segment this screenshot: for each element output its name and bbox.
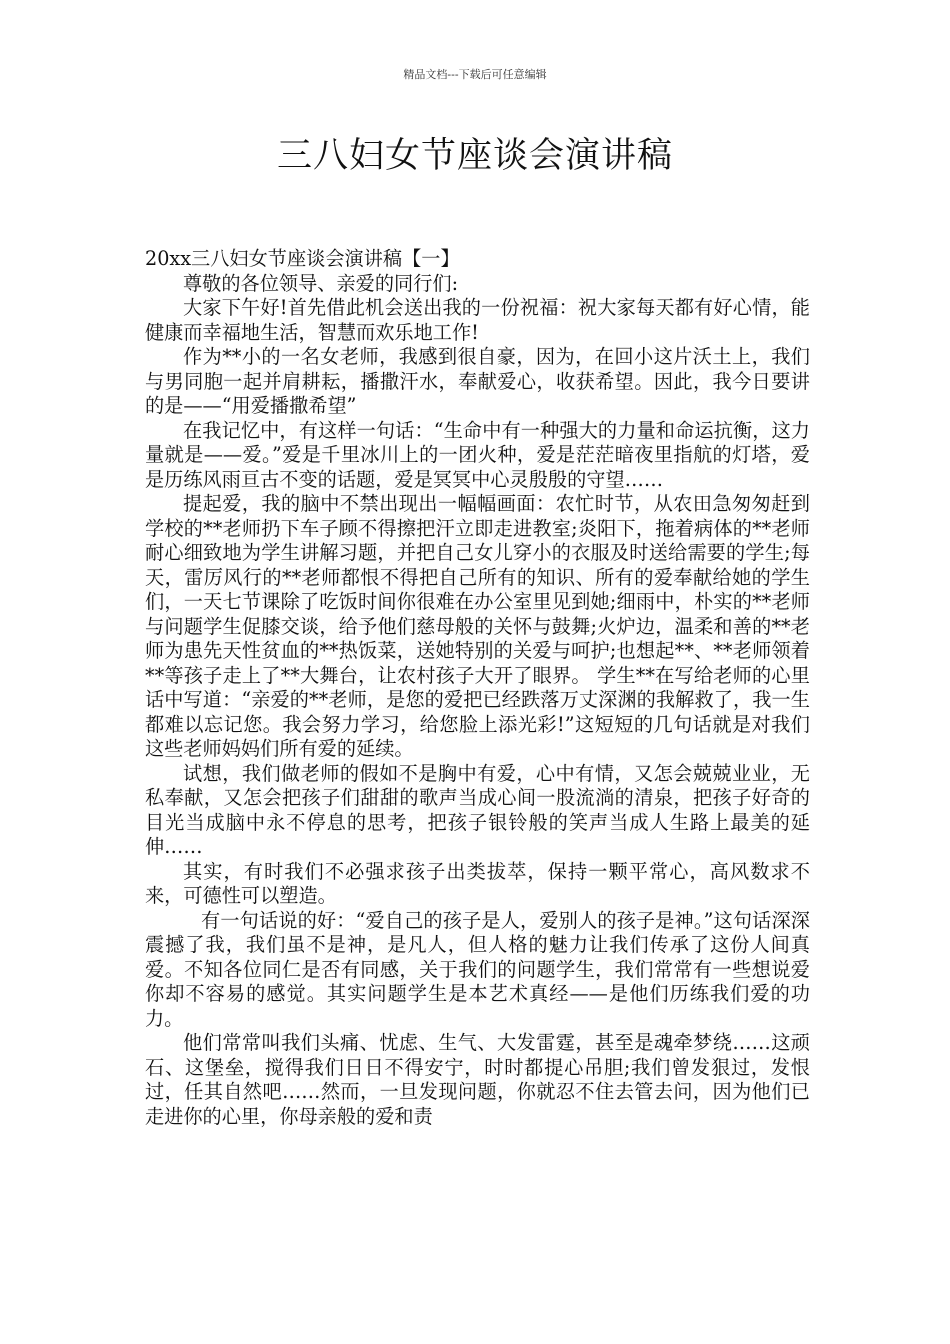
paragraph-headache: 他们常常叫我们头痛、忧虑、生气、大发雷霆，甚至是魂牵梦绕……这顽石、这堡垒，搅得我们日日不得安宁，时时都提心吊胆;我们曾发狠过，发恨过，任其自然吧……然而，一旦发现问题，你就忍不住去管去问，因为他们已走进你的心里，你母亲般的爱和责 <box>145 1031 810 1128</box>
paragraph-scenes: 提起爱，我的脑中不禁出现出一幅幅画面：农忙时节，从农田急匆匆赶到学校的**老师扔下车子顾不得擦把汗立即走进教室;炎阳下，拖着病体的**老师耐心细致地为学生讲解习题，并把自己女儿穿小的衣服及时送给需要的学生;每天，雷厉风行的**老师都恨不得把自己所有的知识、所有的爱奉献给她的学生们，一天七节课除了吃饭时间你很难在办公室里见到她;细雨中，朴实的**老师与问题学生促膝交谈，给予他们慈母般的关怀与鼓舞;火炉边，温柔和善的**老师为患先天性贫血的**热饭菜，送她特别的关爱与呵护;也想起**、**老师领着**等孩子走上了**大舞台，让农村孩子大开了眼界。 学生**在写给老师的心里话中写道：“亲爱的**老师，是您的爱把已经跌落万丈深渊的我解救了，我一生都难以忘记您。我会努力学习，给您脸上添光彩!”这短短的几句话就是对我们这些老师妈妈们所有爱的延续。 <box>145 492 810 760</box>
paragraph-salutation: 尊敬的各位领导、亲爱的同行们: <box>183 271 459 295</box>
paragraph-memory: 在我记忆中，有这样一句话：“生命中有一种强大的力量和命运抗衡，这力量就是——爱。”爱是千里冰川上的一团火种，爱是茫茫暗夜里指航的灯塔，爱是历练风雨亘古不变的话题，爱是冥冥中心灵殷殷的守望…… <box>145 418 810 491</box>
paragraph-imagine: 试想，我们做老师的假如不是胸中有爱，心中有情，又怎会兢兢业业，无私奉献，又怎会把孩子们甜甜的歌声当成心间一股流淌的清泉，把孩子好奇的目光当成脑中永不停息的思考，把孩子银铃般的笑声当成人生路上最美的延伸…… <box>145 761 810 858</box>
section-heading: 20xx三八妇女节座谈会演讲稿【一】 <box>145 247 460 270</box>
paragraph-saying: 有一句话说的好：“爱自己的孩子是人，爱别人的孩子是神。”这句话深深震撼了我，我们虽不是神，是凡人，但人格的魅力让我们传承了这份人间真爱。不知各位同仁是否有同感，关于我们的问题学生，我们常常有一些想说爱你却不容易的感觉。其实问题学生是本艺术真经——是他们历练我们爱的功力。 <box>145 908 810 1030</box>
document-body <box>145 247 810 1129</box>
paragraph-intro: 作为**小的一名女老师，我感到很自豪，因为，在回小这片沃土上，我们与男同胞一起并肩耕耘，播撒汗水，奉献爱心，收获希望。因此，我今日要讲的是——“用爱播撒希望” <box>145 345 810 417</box>
document-title: 三八妇女节座谈会演讲稿 <box>276 136 673 176</box>
paragraph-greeting: 大家下午好!首先借此机会送出我的一份祝福：祝大家每天都有好心情，能健康而幸福地生活，智慧而欢乐地工作! <box>145 296 810 344</box>
paragraph-actually: 其实，有时我们不必强求孩子出类拔萃，保持一颗平常心，高风数求不来，可德性可以塑造。 <box>145 859 810 907</box>
page-header-note: 精品文档---下载后可任意编辑 <box>403 68 547 81</box>
